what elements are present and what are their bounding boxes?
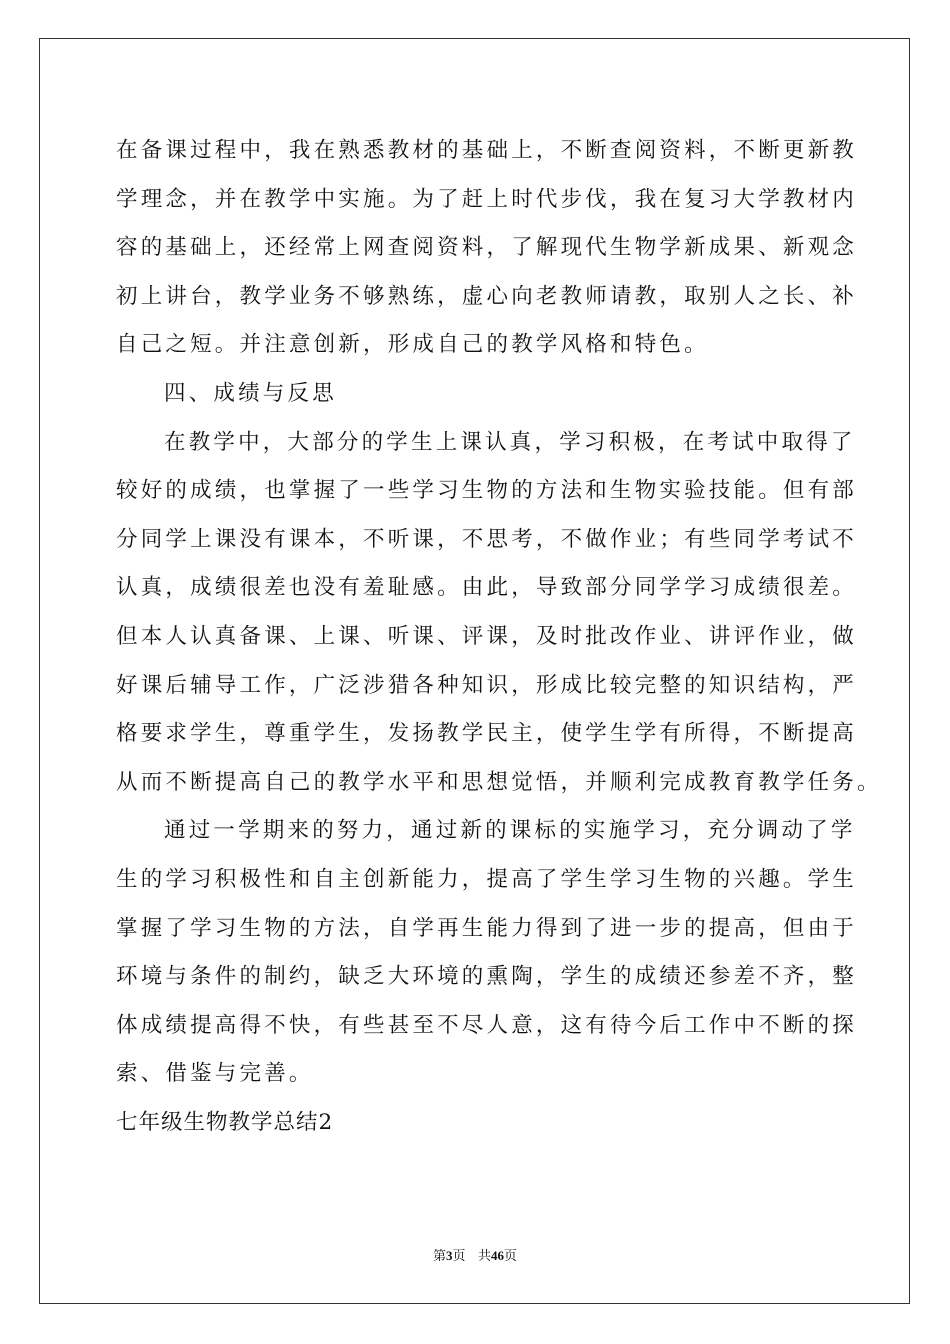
text-line: 初上讲台，教学业务不够熟练，虚心向老教师请教，取别人之长、补 — [116, 283, 858, 309]
text-line: 索、借鉴与完善。 — [116, 1061, 314, 1087]
text-line: 体成绩提高得不快，有些甚至不尽人意，这有待今后工作中不断的探 — [116, 1012, 858, 1038]
total-pages-number: 46 — [490, 1248, 504, 1263]
text-line: 环境与条件的制约，缺乏大环境的熏陶，学生的成绩还参差不齐，整 — [116, 964, 858, 990]
footer-page-unit: 页 — [452, 1249, 466, 1264]
document-subtitle: 七年级生物教学总结2 — [116, 1109, 334, 1135]
footer-total-unit: 页 — [503, 1249, 517, 1264]
text-line: 分同学上课没有课本，不听课，不思考，不做作业；有些同学考试不 — [116, 526, 858, 552]
text-line: 从而不断提高自己的教学水平和思想觉悟，并顺利完成教育教学任务。 — [116, 769, 882, 795]
text-line: 生的学习积极性和自主创新能力，提高了学生学习生物的兴趣。学生 — [116, 866, 858, 892]
text-line: 通过一学期来的努力，通过新的课标的实施学习，充分调动了学 — [164, 818, 856, 844]
text-line: 但本人认真备课、上课、听课、评课，及时批改作业、讲评作业，做 — [116, 623, 858, 649]
text-line: 掌握了学习生物的方法，自学再生能力得到了进一步的提高，但由于 — [116, 915, 858, 941]
text-line: 较好的成绩，也掌握了一些学习生物的方法和生物实验技能。但有部 — [116, 478, 858, 504]
footer-total-prefix: 共 — [477, 1249, 491, 1264]
footer-prefix: 第 — [433, 1249, 447, 1264]
text-line: 格要求学生，尊重学生，发扬教学民主，使学生学有所得，不断提高 — [116, 721, 858, 747]
page-footer — [0, 1245, 950, 1264]
text-line: 自己之短。并注意创新，形成自己的教学风格和特色。 — [116, 332, 709, 358]
document-body — [116, 127, 882, 1147]
text-line: 容的基础上，还经常上网查阅资料，了解现代生物学新成果、新观念 — [116, 235, 858, 261]
current-page-number: 3 — [446, 1248, 453, 1263]
text-line: 认真，成绩很差也没有羞耻感。由此，导致部分同学学习成绩很差。 — [116, 575, 858, 601]
text-line: 在教学中，大部分的学生上课认真，学习积极，在考试中取得了 — [164, 429, 856, 455]
text-line: 在备课过程中，我在熟悉教材的基础上，不断查阅资料，不断更新教 — [116, 138, 858, 163]
section-heading: 四、成绩与反思 — [164, 380, 337, 406]
text-line: 学理念，并在教学中实施。为了赶上时代步伐，我在复习大学教材内 — [116, 186, 858, 212]
text-line: 好课后辅导工作，广泛涉猎各种知识，形成比较完整的知识结构，严 — [116, 672, 858, 698]
